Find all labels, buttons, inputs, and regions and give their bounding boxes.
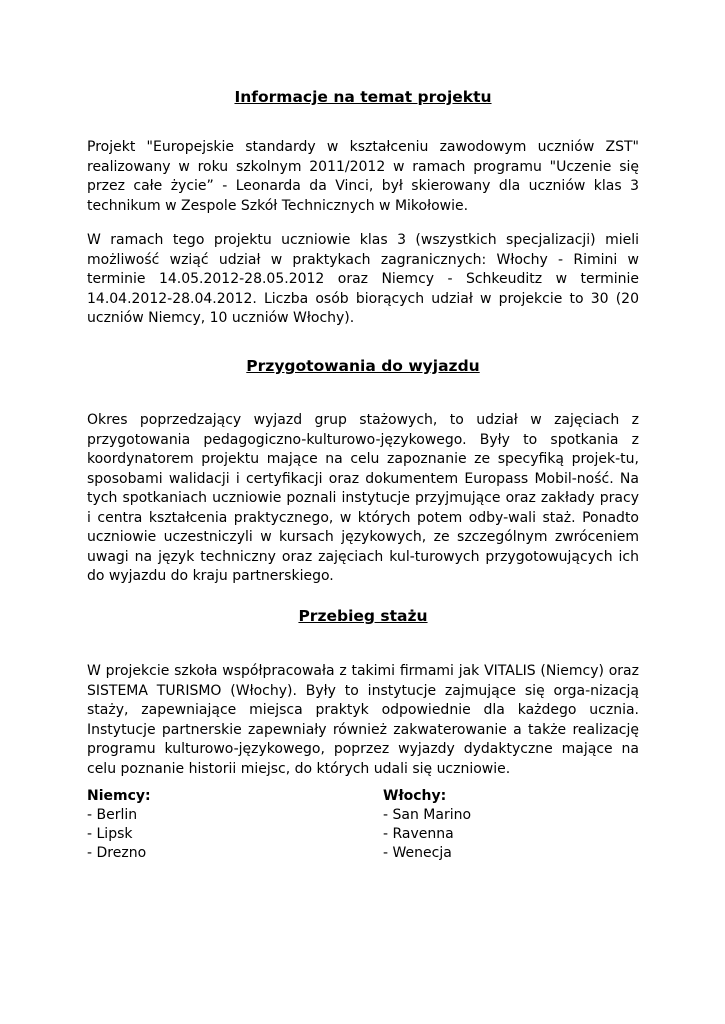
italy-cities-column [383, 787, 471, 863]
internship-paragraph: W projekcie szkoła współpracowała z takimi firmami jak VITALIS (Niemcy) oraz SISTEMA TURISMO (Włochy). Były to instytucje zajmujące się orga-nizacją staży, zapewniające miejsca praktyk odpowiednie dla każdego ucznia. Instytucje partnerskie zapewniały również zakwaterowanie a także realizację programu kulturowo-językowego, poprzez wyjazdy dydaktyczne mające na celu poznanie historii miejsc, do których udali się uczniowie. [87, 663, 639, 777]
city-item: - Berlin [87, 807, 138, 823]
city-item: - San Marino [383, 807, 472, 823]
city-item: - Drezno [87, 845, 147, 861]
project-intro-paragraph: Projekt "Europejskie standardy w kształceniu zawodowym uczniów ZST" realizowany w roku szkolnym 2011/2012 w ramach programu "Uczenie się przez całe życie” - Leonarda da Vinci, był skierowany dla uczniów klas 3 technikum w Zespole Szkół Technicznych w Mikołowie. [87, 139, 639, 214]
city-item: - Ravenna [383, 826, 454, 842]
project-participants-paragraph: W ramach tego projektu uczniowie klas 3 (wszystkich specjalizacji) mieli możliwość wziąć udział w praktykach zagranicznych: Włochy - Rimini w terminie 14.05.2012-28.05.2012 oraz Niemcy - Schkeuditz w terminie 14.04.2012-28.04.2012. Liczba osób biorących udział w projekcie to 30 (20 uczniów Niemcy, 10 uczniów Włochy). [87, 232, 639, 326]
city-item: - Wenecja [383, 845, 452, 861]
germany-cities-column [87, 787, 151, 863]
preparation-paragraph: Okres poprzedzający wyjazd grup stażowych, to udział w zajęciach z przygotowania pedagogiczno-kulturowo-językowego. Były to spotkania z koordynatorem projektu mające na celu zapoznanie ze specyfiką projek-tu, sposobami walidacji i certyfikacji oraz dokumentem Europass Mobil-ność. Na tych spotkaniach uczniowie poznali instytucje przyjmujące oraz zakłady pracy i centra kształcenia praktycznego, w których potem odby-wali staż. Ponadto uczniowie uczestniczyli w kursach językowych, ze szczególnym zwróceniem uwagi na język techniczny oraz zajęciach kul-turowych przygotowujących ich do wyjazdu do kraju partnerskiego. [87, 412, 639, 584]
section-title-preparation: Przygotowania do wyjazdu [246, 357, 480, 375]
italy-title: Włochy: [383, 788, 447, 804]
city-item: - Lipsk [87, 826, 133, 842]
section-title-internship: Przebieg stażu [298, 607, 428, 625]
germany-title: Niemcy: [87, 788, 151, 804]
section-title-project-info: Informacje na temat projektu [234, 88, 492, 106]
